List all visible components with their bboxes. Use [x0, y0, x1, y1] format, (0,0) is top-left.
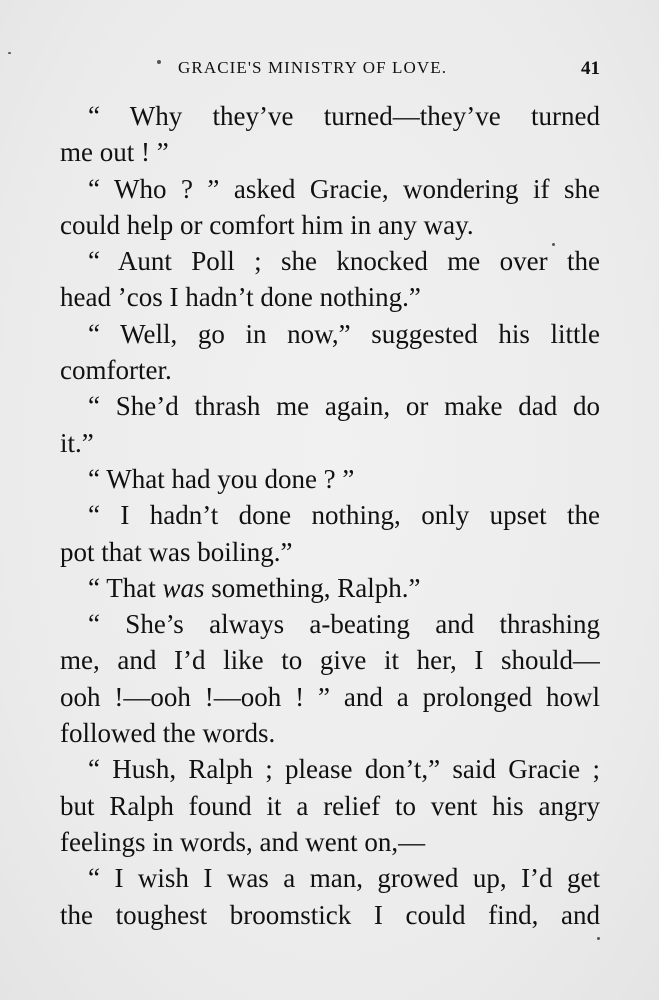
body-text: [60, 98, 600, 933]
text-line: “ Why they’ve turned—they’ve turned: [88, 101, 600, 131]
running-header: [60, 58, 600, 86]
text-line: “ She’d thrash me again, or make dad do: [88, 391, 600, 422]
text-line: comforter.: [60, 355, 172, 386]
text-line: could help or comfort him in any way.: [60, 209, 474, 240]
text-line: “ Aunt Poll ; she knocked me over the: [88, 246, 600, 277]
text-line: “ Well, go in now,” suggested his little: [88, 318, 600, 349]
text-line: pot that was boiling.”: [60, 536, 293, 567]
text-line: me, and I’d like to give it her, I should—: [60, 645, 600, 676]
text-line: “ Who ? ” asked Gracie, wondering if she: [88, 173, 600, 204]
text-line: followed the words.: [60, 718, 276, 749]
text-line: “ She’s always a-beating and thrashing: [88, 609, 600, 640]
page-number: 41: [581, 58, 600, 79]
text-line: the toughest broomstick I could find, and: [60, 899, 600, 930]
text-line: feelings in words, and went on,—: [60, 826, 426, 857]
text-line: it.”: [60, 427, 94, 458]
text-line: “ I wish I was a man, growed up, I’d get: [88, 863, 600, 894]
ink-speck: [8, 52, 11, 54]
text-line: “ I hadn’t done nothing, only upset the: [88, 500, 600, 531]
text-line: “ What had you done ? ”: [88, 463, 355, 494]
ink-speck: [597, 937, 600, 940]
text-line-start: “ That: [88, 572, 163, 603]
emphasized-word: was: [162, 572, 205, 603]
text-line-end: something, Ralph.”: [204, 572, 421, 603]
text-line: head ’cos I hadn’t done nothing.”: [60, 282, 421, 313]
running-title: GRACIE'S MINISTRY OF LOVE.: [178, 58, 448, 77]
text-line: me out ! ”: [60, 137, 169, 168]
text-line: ooh !—ooh !—ooh ! ” and a prolonged howl: [60, 681, 600, 712]
text-line: “ Hush, Ralph ; please don’t,” said Gracie ;: [88, 754, 600, 785]
text-line: [60, 570, 600, 606]
text-line: but Ralph found it a relief to vent his angry: [60, 790, 600, 821]
